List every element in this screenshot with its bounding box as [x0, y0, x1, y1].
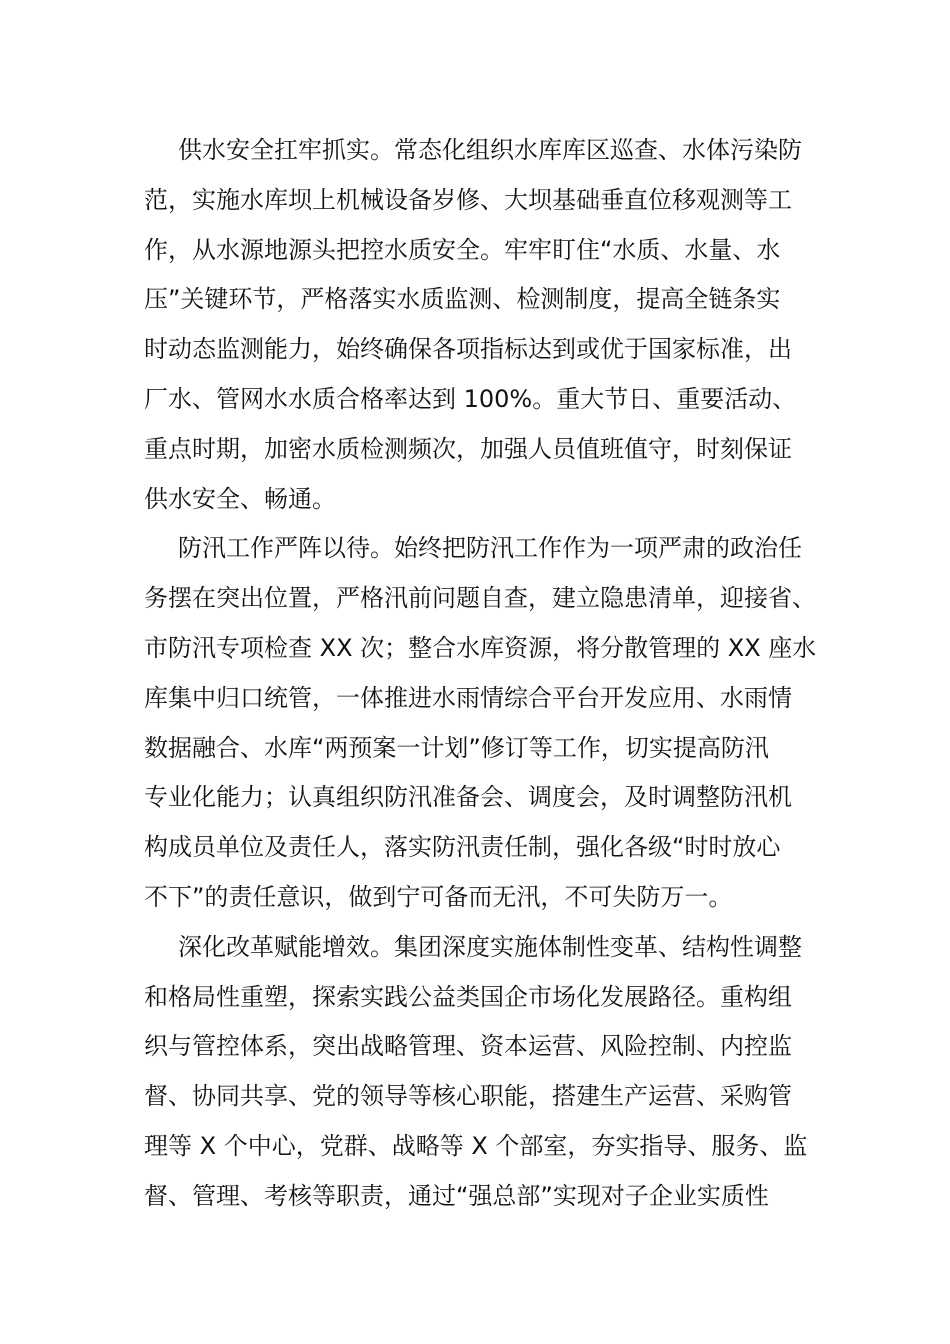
- paragraph-line: 压”关键环节，严格落实水质监测、检测制度，提高全链条实: [144, 285, 781, 314]
- paragraph-line: 构成员单位及责任人，落实防汛责任制，强化各级“时时放心: [144, 833, 781, 862]
- paragraph-line: 不下”的责任意识，做到宁可备而无汛，不可失防万一。: [144, 882, 733, 911]
- paragraph-line: 防汛工作严阵以待。始终把防汛工作作为一项严肃的政治任: [178, 534, 802, 563]
- paragraph-line: 和格局性重塑，探索实践公益类国企市场化发展路径。重构组: [144, 982, 792, 1011]
- paragraph-line: 作，从水源地源头把控水质安全。牢牢盯住“水质、水量、水: [144, 235, 781, 264]
- paragraph-line: 时动态监测能力，始终确保各项指标达到或优于国家标准，出: [144, 335, 792, 364]
- paragraph-line: 厂水、管网水水质合格率达到 100%。重大节日、重要活动、: [144, 384, 797, 413]
- paragraph-line: 市防汛专项检查 XX 次；整合水库资源，将分散管理的 XX 座水: [144, 633, 817, 662]
- paragraph-deepen-reform: [144, 923, 816, 1222]
- paragraph-water-supply-safety: [144, 126, 816, 524]
- paragraph-line: 专业化能力；认真组织防汛准备会、调度会，及时调整防汛机: [144, 783, 792, 812]
- paragraph-line: 重点时期，加密水质检测频次，加强人员值班值守，时刻保证: [144, 434, 792, 463]
- paragraph-line: 供水安全、畅通。: [144, 484, 336, 513]
- paragraph-line: 库集中归口统管，一体推进水雨情综合平台开发应用、水雨情: [144, 683, 792, 712]
- paragraph-line: 深化改革赋能增效。集团深度实施体制性变革、结构性调整: [178, 932, 802, 961]
- paragraph-line: 数据融合、水库“两预案一计划”修订等工作，切实提高防汛: [144, 733, 769, 762]
- document-body: [144, 126, 816, 1222]
- paragraph-line: 督、协同共享、党的领导等核心职能，搭建生产运营、采购管: [144, 1082, 792, 1111]
- paragraph-line: 范，实施水库坝上机械设备岁修、大坝基础垂直位移观测等工: [144, 185, 792, 214]
- paragraph-line: 务摆在突出位置，严格汛前问题自查，建立隐患清单，迎接省、: [144, 584, 816, 613]
- paragraph-flood-control: [144, 524, 816, 922]
- paragraph-line: 供水安全扛牢抓实。常态化组织水库库区巡查、水体污染防: [178, 136, 802, 164]
- paragraph-line: 督、管理、考核等职责，通过“强总部”实现对子企业实质性: [144, 1181, 769, 1210]
- paragraph-line: 理等 X 个中心，党群、战略等 X 个部室，夯实指导、服务、监: [144, 1131, 808, 1160]
- paragraph-line: 织与管控体系，突出战略管理、资本运营、风险控制、内控监: [144, 1032, 792, 1061]
